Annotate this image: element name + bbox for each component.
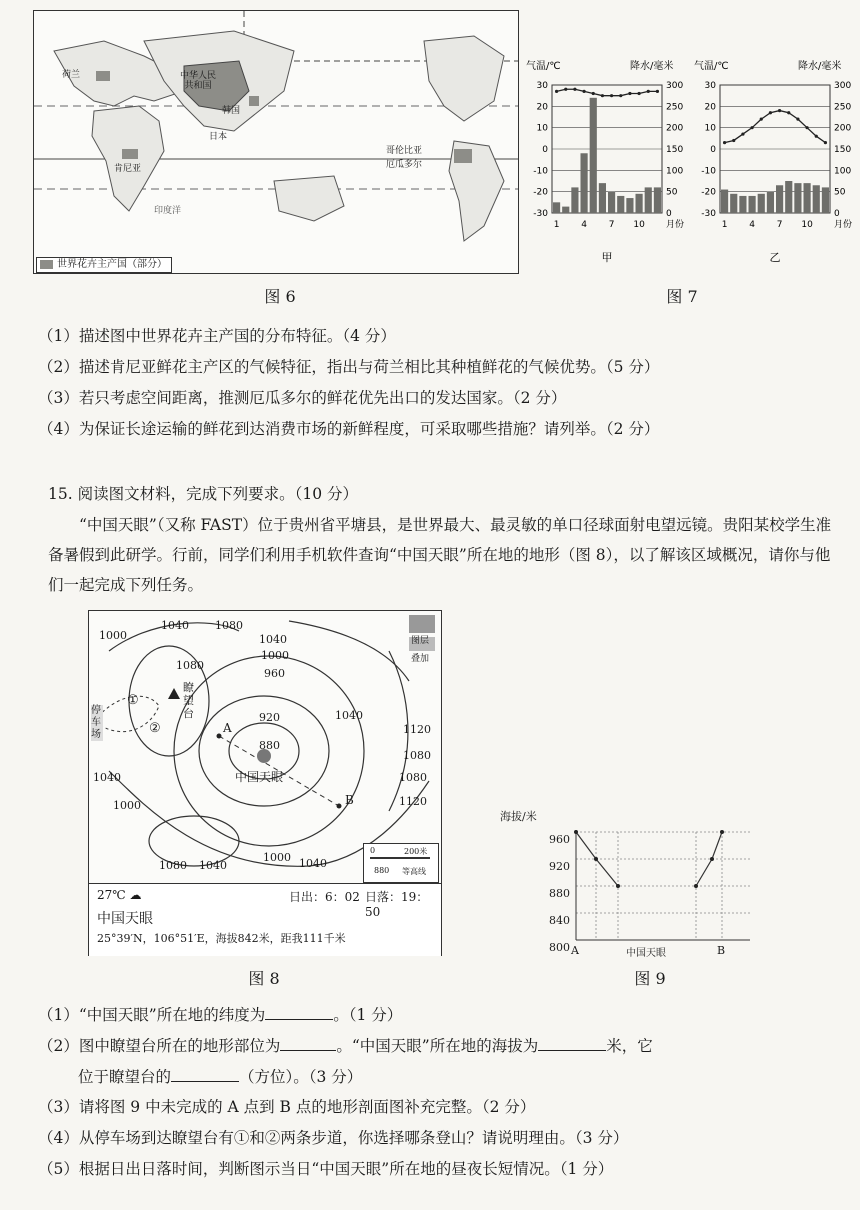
temperature-point: [787, 111, 790, 114]
prec-tick: 0: [834, 209, 840, 219]
prec-tick: 300: [834, 81, 852, 91]
temperature-point: [769, 111, 772, 114]
fig9-yticks: [518, 826, 570, 961]
month-tick: 7: [776, 220, 783, 230]
contour-label: 1040: [199, 859, 227, 872]
precip-bar: [822, 187, 829, 213]
prec-tick: 150: [834, 145, 852, 155]
q14-item-1: （1）描述图中世界花卉主产国的分布特征。（4 分）: [38, 327, 396, 345]
precip-bar: [776, 185, 783, 213]
month-axis-label: 月份: [834, 220, 853, 230]
ytick: 960: [549, 833, 570, 846]
cloud-icon: ☁: [129, 888, 142, 902]
precip-bar: [804, 183, 811, 213]
figure-7-charts: [522, 55, 857, 275]
temperature-point: [555, 90, 558, 93]
q14-item-3: （3）若只考虑空间距离，推测厄瓜多尔的鲜花优先出口的发达国家。（2 分）: [38, 389, 567, 407]
contour-legend-value: 880: [374, 866, 390, 875]
place-title: 中国天眼: [97, 911, 153, 927]
label-holland: 荷兰: [62, 70, 81, 80]
prec-tick: 50: [834, 187, 846, 198]
legend-swatch: [40, 260, 53, 269]
contour-label: 960: [264, 667, 285, 680]
contour-label: 1000: [263, 851, 291, 864]
scale-zero: 0: [370, 846, 376, 855]
figure-7-caption: 图 7: [666, 287, 698, 306]
climate-chart-jia: [526, 59, 684, 264]
temp-tick: -30: [533, 209, 548, 219]
q15-paragraph: “中国天眼”（又称 FAST）位于贵州省平塘县，是世界最大、最灵敏的单口径球面射电望远镜。贵阳某校学生准备暑假到此研学。行前，同学们利用手机软件查询“中国天眼”所在地的地形（图 8），以了解该区域概况，请你与他们一起完成下列任务。: [48, 516, 832, 594]
temperature-point: [732, 139, 735, 142]
precip-bar: [599, 183, 606, 213]
contour-label: 880: [259, 739, 280, 752]
label-kenya: 肯尼亚: [114, 164, 142, 174]
temperature-point: [592, 92, 595, 95]
climate-chart-yi: [694, 59, 852, 264]
temperature-point: [610, 94, 613, 97]
month-tick: 10: [801, 220, 813, 230]
prec-axis-label: 降水/毫米: [798, 61, 842, 72]
precip-bar: [654, 187, 661, 213]
parking-label: 停车场: [91, 705, 101, 740]
contour-label: 1080: [159, 859, 187, 872]
precip-bar: [813, 185, 820, 213]
prec-tick: 250: [834, 102, 852, 113]
fig9-ylabel: 海拔/米: [500, 810, 537, 823]
precip-bar: [739, 196, 746, 213]
contour-label: 1040: [335, 709, 363, 722]
path-2-label: ②: [149, 721, 161, 736]
temp-tick: -30: [701, 209, 716, 219]
contour-label: 920: [259, 711, 280, 724]
precip-bar: [553, 202, 560, 213]
temp-tick: 20: [536, 102, 548, 113]
temperature-point: [628, 92, 631, 95]
answer-blank[interactable]: [280, 1034, 336, 1051]
contour-label: 1000: [99, 629, 127, 642]
temperature-line: [725, 111, 826, 143]
ytick: 920: [549, 860, 570, 873]
q15-item-1: （1）“中国天眼”所在地的纬度为 。（1 分）: [38, 1003, 402, 1026]
path-1-label: ①: [127, 693, 139, 708]
prec-tick: 0: [666, 209, 672, 219]
prec-tick: 300: [666, 81, 684, 91]
temp-tick: 0: [542, 145, 548, 155]
tianyan-label: 中国天眼: [235, 770, 284, 784]
q15-item-2: （2）图中瞭望台所在的地形部位为 。“中国天眼”所在地的海拔为 米，它: [38, 1034, 653, 1057]
precip-bar: [636, 194, 643, 213]
prec-tick: 50: [666, 187, 678, 198]
q15-item-3: （3）请将图 9 中未完成的 A 点到 B 点的地形剖面图补充完整。（2 分）: [38, 1098, 536, 1116]
contour-label: 1000: [113, 799, 141, 812]
prec-tick: 250: [666, 102, 684, 113]
prec-tick: 100: [666, 166, 684, 177]
precip-bar: [562, 207, 569, 213]
prec-tick: 200: [666, 123, 684, 134]
precip-bar: [767, 192, 774, 213]
temp-tick: 30: [536, 81, 548, 91]
ytick: 880: [549, 887, 570, 900]
scale-bar: [370, 857, 430, 859]
precip-bar: [645, 187, 652, 213]
precip-bar: [608, 192, 615, 213]
contour-label: 1040: [299, 857, 327, 870]
temp-tick: 20: [704, 102, 716, 113]
contour-label: 1120: [399, 795, 427, 808]
precip-bar: [730, 194, 737, 213]
month-axis-label: 月份: [666, 220, 685, 230]
q15-heading: 15. 阅读图文材料，完成下列要求。（10 分）: [48, 485, 358, 503]
overlay-button[interactable]: 叠加: [411, 654, 430, 664]
layer-button[interactable]: 图层: [411, 636, 430, 646]
precip-bar: [617, 196, 624, 213]
label-indian-ocean: 印度洋: [154, 206, 182, 216]
q15-item-2-cont: 位于瞭望台的 （方位）。（3 分）: [78, 1065, 362, 1088]
temp-tick: 10: [536, 123, 548, 134]
precip-bar: [571, 187, 578, 213]
temperature-point: [647, 90, 650, 93]
temperature-point: [805, 126, 808, 129]
prec-tick: 150: [666, 145, 684, 155]
temp-tick: 10: [704, 123, 716, 134]
temperature-point: [815, 135, 818, 138]
sunset-text: 日落：19：50: [365, 890, 429, 919]
fig9-xlabel-mid: 中国天眼: [626, 948, 666, 959]
prec-tick: 100: [834, 166, 852, 177]
precip-bar: [581, 153, 588, 213]
answer-blank[interactable]: [538, 1034, 606, 1051]
label-korea: 韩国: [222, 106, 241, 116]
temp-tick: -20: [533, 187, 548, 198]
label-colombia: 哥伦比亚: [386, 146, 423, 156]
temperature-point: [741, 132, 744, 135]
prec-tick: 200: [834, 123, 852, 134]
temperature-line: [557, 89, 658, 95]
temperature-point: [723, 141, 726, 144]
fig9-xlabel-a: A: [571, 944, 579, 957]
figure-9-caption: 图 9: [634, 969, 666, 988]
scale-box: [363, 843, 439, 883]
contour-legend-label: 等高线: [402, 867, 426, 876]
temp-tick: -10: [533, 166, 548, 177]
month-tick: 1: [553, 220, 560, 230]
precip-bar: [785, 181, 792, 213]
contour-label: 1120: [403, 723, 431, 736]
scale-label: 200米: [404, 847, 428, 856]
weather-text: 27℃ ☁: [97, 888, 142, 902]
temperature-point: [601, 94, 604, 97]
fig9-xlabel-b: B: [717, 944, 726, 957]
sunrise-text: 日出：6：02: [289, 890, 360, 904]
ytick: 800: [549, 941, 570, 954]
chart-title: 甲: [601, 251, 613, 264]
contour-label: 1080: [399, 771, 427, 784]
month-tick: 4: [749, 220, 755, 230]
contour-label: 1080: [403, 749, 431, 762]
month-tick: 10: [633, 220, 645, 230]
chart-title: 乙: [769, 251, 781, 264]
info-panel: [89, 883, 441, 956]
temperature-point: [760, 118, 763, 121]
coords-text: 25°39′N，106°51′E，海拔842米，距我111千米: [97, 932, 346, 945]
temp-tick: 30: [704, 81, 716, 91]
ytick: 840: [549, 914, 570, 927]
temp-tick: 0: [710, 145, 716, 155]
month-tick: 7: [608, 220, 615, 230]
temperature-point: [656, 90, 659, 93]
contour-label: 1000: [261, 649, 289, 662]
temperature-point: [637, 92, 640, 95]
temperature-point: [582, 90, 585, 93]
temperature-point: [824, 141, 827, 144]
map-legend: [36, 257, 172, 273]
temp-axis-label: 气温/℃: [694, 61, 729, 72]
world-map: [34, 11, 518, 273]
temp-axis-label: 气温/℃: [526, 61, 561, 72]
contour-label: 1080: [215, 619, 243, 632]
label-china: 中华人民共和国: [179, 71, 216, 91]
figure-8-caption: 图 8: [248, 969, 280, 988]
contour-label: 1040: [161, 619, 189, 632]
figure-6-map: [33, 10, 519, 274]
precip-bar: [794, 183, 801, 213]
precip-bar: [590, 98, 597, 213]
temperature-point: [573, 88, 576, 91]
answer-blank[interactable]: [265, 1003, 333, 1020]
lookout-label: 瞭望台: [183, 681, 194, 720]
month-tick: 4: [581, 220, 587, 230]
q14-item-2: （2）描述肯尼亚鲜花主产区的气候特征，指出与荷兰相比其种植鲜花的气候优势。（5 分）: [38, 358, 660, 376]
label-japan: 日本: [209, 132, 228, 142]
point-a-label: A: [223, 721, 232, 735]
precip-bar: [626, 198, 633, 213]
contour-label: 1040: [93, 771, 121, 784]
temperature-point: [564, 88, 567, 91]
q15-item-5: （5）根据日出日落时间，判断图示当日“中国天眼”所在地的昼夜长短情况。（1 分）: [38, 1160, 614, 1178]
precip-bar: [721, 190, 728, 213]
prec-axis-label: 降水/毫米: [630, 61, 674, 72]
figure-6-caption: 图 6: [264, 287, 296, 306]
q14-item-4: （4）为保证长途运输的鲜花到达消费市场的新鲜程度，可采取哪些措施？请列举。（2 分）: [38, 420, 660, 438]
month-tick: 1: [721, 220, 728, 230]
temperature-point: [778, 109, 781, 112]
temp-tick: -20: [701, 187, 716, 198]
contour-label: 1040: [259, 633, 287, 646]
point-b-label: B: [345, 793, 354, 807]
figure-8-map: [88, 610, 442, 956]
label-ecuador: 厄瓜多尔: [386, 160, 423, 170]
temperature-point: [750, 126, 753, 129]
answer-blank[interactable]: [171, 1065, 239, 1082]
contour-label: 1080: [176, 659, 204, 672]
q15-item-4: （4）从停车场到达瞭望台有①和②两条步道，你选择哪条登山？请说明理由。（3 分）: [38, 1129, 629, 1147]
precip-bar: [758, 194, 765, 213]
legend-text: 世界花卉主产国（部分）: [57, 259, 167, 270]
temperature-point: [796, 118, 799, 121]
precip-bar: [749, 196, 756, 213]
temperature-point: [619, 94, 622, 97]
temp-tick: -10: [701, 166, 716, 177]
